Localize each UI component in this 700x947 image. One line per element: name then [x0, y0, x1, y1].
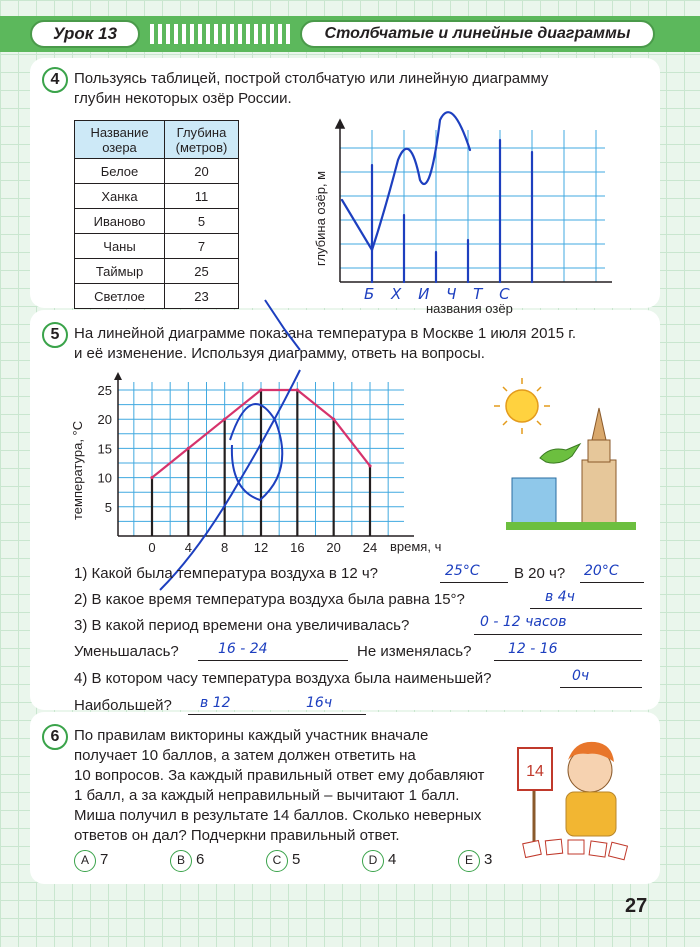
x-tick-label: 12 [253, 540, 269, 555]
option-e-circle[interactable]: Е [458, 850, 480, 872]
lake-name: Ханка [75, 184, 165, 209]
answer-4b: в 12 [200, 695, 231, 711]
task4-text-line2: глубин некоторых озёр России. [74, 90, 292, 107]
lake-depth: 23 [165, 284, 239, 309]
x-tick-label: 16 [290, 540, 305, 555]
task6-text-line: 1 балл, а за каждый неправильный – вычитают 1 балл. [74, 787, 460, 804]
page-number: 27 [625, 895, 648, 917]
y-tick-label: 20 [97, 412, 112, 428]
option-c-value: 5 [292, 851, 301, 868]
task4-y-axis-label: глубина озёр, м [313, 170, 328, 266]
y-tick-label: 10 [97, 470, 112, 486]
question-1b: В 20 ч? [514, 565, 566, 582]
answer-1a: 25°С [445, 563, 480, 579]
x-tick-label: 4 [184, 540, 192, 555]
task6-text-line: 10 вопросов. За каждый правильный ответ ему добавляют [74, 767, 485, 784]
x-tick-label: 8 [221, 540, 229, 555]
task4-x-axis-label: названия озёр [426, 301, 513, 316]
option-d-circle[interactable]: D [362, 850, 384, 872]
temperature-y-axis-label: температура, °С [70, 420, 85, 520]
header-name-line1: Название [90, 124, 149, 140]
option-a-circle[interactable]: А [74, 850, 96, 872]
x-tick-label: 0 [148, 540, 156, 555]
lesson-label: Урок 13 [30, 20, 140, 48]
option-c-circle[interactable]: С [266, 850, 288, 872]
question-3b: Уменьшалась? [74, 643, 179, 660]
lake-name: Таймыр [75, 259, 165, 284]
lake-depth: 11 [165, 184, 239, 209]
question-3c: Не изменялась? [357, 643, 472, 660]
lake-name: Чаны [75, 234, 165, 259]
lake-name: Белое [75, 159, 165, 184]
option-a-value: 7 [100, 851, 109, 868]
answer-3c: 12 - 16 [508, 641, 558, 657]
question-4: 4) В котором часу температура воздуха была наименьшей? [74, 670, 492, 687]
task6-text-line: получает 10 баллов, а затем должен ответить на [74, 747, 416, 764]
topic-title: Столбчатые и линейные диаграммы [300, 20, 655, 48]
sign-icon [518, 748, 552, 842]
option-d-value: 4 [388, 851, 397, 868]
question-2: 2) В какое время температура воздуха была равна 15°? [74, 591, 465, 608]
lake-depth: 25 [165, 259, 239, 284]
cards-icon [523, 839, 628, 860]
task4-handwritten-letters: Б Х И Ч Т С [364, 285, 516, 303]
task6-text-line: По правилам викторины каждый участник вначале [74, 727, 429, 744]
task6-text-line: Миша получил в результате 14 баллов. Сколько неверных [74, 807, 482, 824]
answer-3b: 16 - 24 [218, 641, 268, 657]
task5-text-line2: и её изменение. Используя диаграмму, ответь на вопросы. [74, 345, 485, 362]
task5-number: 5 [42, 322, 68, 348]
answer-4c: 16ч [306, 695, 333, 711]
y-tick-label: 15 [97, 441, 112, 457]
header-name-line2: озера [102, 139, 137, 155]
option-e-value: 3 [484, 851, 493, 868]
lake-name: Иваново [75, 209, 165, 234]
lake-depth: 20 [165, 159, 239, 184]
option-b-value: 6 [196, 851, 205, 868]
boy-icon [566, 742, 616, 836]
header-depth-line1: Глубина [176, 124, 227, 140]
answer-3: 0 - 12 часов [480, 614, 567, 630]
question-4b: Наибольшей? [74, 697, 172, 714]
task5-text-line1: На линейной диаграмме показана температура в Москве 1 июля 2015 г. [74, 325, 577, 342]
answer-1b: 20°С [584, 563, 619, 579]
task6-number: 6 [42, 724, 68, 750]
y-tick-label: 25 [97, 383, 112, 398]
answer-2: в 4ч [545, 589, 575, 605]
question-3: 3) В какой период времени она увеличивалась? [74, 617, 410, 634]
x-tick-label: 20 [326, 540, 341, 555]
task4-number: 4 [42, 67, 68, 93]
task4-text-line1: Пользуясь таблицей, построй столбчатую или линейную диаграмму [74, 70, 549, 87]
sign-number: 14 [526, 763, 544, 780]
y-tick-label: 5 [104, 499, 112, 515]
x-tick-label: 24 [362, 540, 378, 555]
task6-text-line: ответов он дал? Подчеркни правильный ответ. [74, 827, 400, 844]
lake-depth: 7 [165, 234, 239, 259]
question-1a: 1) Какой была температура воздуха в 12 ч? [74, 565, 378, 582]
header-depth-line2: (метров) [175, 139, 228, 155]
temperature-x-axis-label: время, ч [390, 539, 442, 554]
lake-name: Светлое [75, 284, 165, 309]
lake-depth: 5 [165, 209, 239, 234]
answer-4: 0ч [572, 668, 590, 684]
option-b-circle[interactable]: В [170, 850, 192, 872]
